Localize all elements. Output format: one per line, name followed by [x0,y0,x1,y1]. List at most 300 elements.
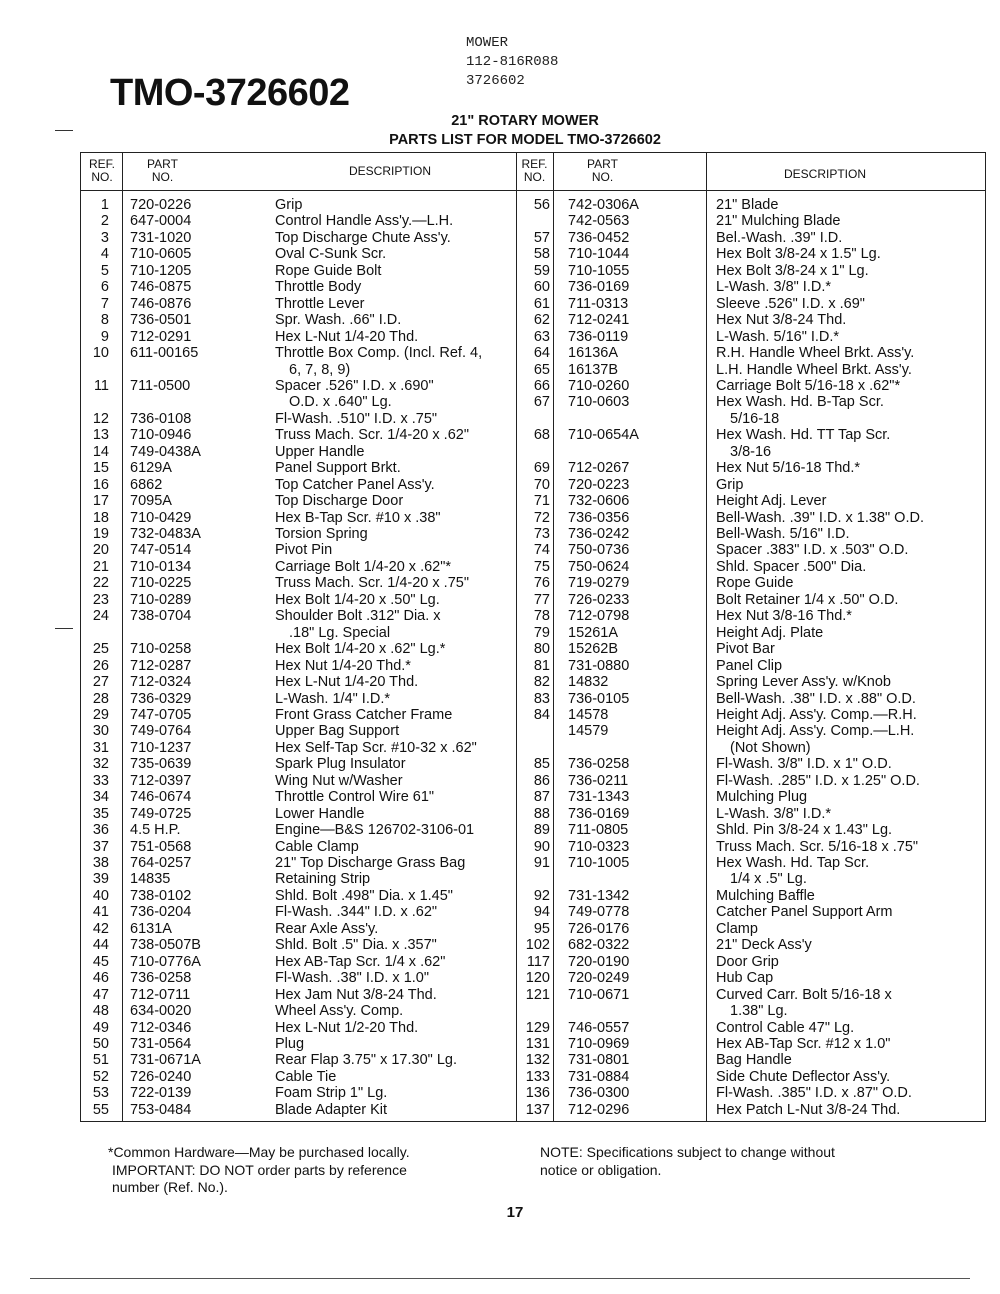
table-row [0,345,1000,362]
description-cell: Mulching Baffle [716,887,815,904]
part-number-cell: 710-0654A [568,427,639,444]
table-row [0,427,1000,444]
header-part-line: NO. [591,170,614,184]
description-cell: Rear Flap 3.75" x 17.30" Lg. [275,1052,457,1069]
description-cell: Hex Wash. Hd. Tap Scr. [716,855,870,871]
description-cell: Carriage Bolt 1/4-20 x .62"* [275,558,452,575]
part-number-cell: 712-0397 [130,772,192,789]
description-cell: Engine—B&S 126702-3106-01 [275,822,475,839]
description-cell: Hex Jam Nut 3/8-24 Thd. [275,986,437,1003]
part-number-cell: 736-0108 [130,410,192,427]
part-number-cell: 749-0438A [130,443,201,460]
ref-cell: 132 [525,1052,550,1069]
footer-notes [108,1144,410,1197]
part-number-cell: 15261A [568,624,618,641]
ref-cell: 8 [100,312,109,329]
ref-cell: 90 [533,838,550,855]
part-number-cell: 736-0105 [568,690,630,707]
ref-cell: 65 [533,361,550,378]
part-number-cell: 746-0876 [130,295,192,312]
table-row [0,954,1000,971]
description-cell: Hex Patch L-Nut 3/8-24 Thd. [716,1101,901,1118]
part-number-cell: 722-0139 [130,1085,192,1102]
margin-mark [55,130,73,131]
description-cell: Bell-Wash. 5/16" I.D. [716,526,850,542]
table-row [0,592,1000,609]
ref-cell: 51 [92,1052,109,1069]
part-number-cell: 736-0356 [568,509,630,526]
ref-cell: 16 [92,476,109,493]
header-part-line: NO. [151,170,174,184]
description-cell: Spacer .383" I.D. x .503" O.D. [716,542,909,559]
header-left-desc: DESCRIPTION [348,164,431,178]
ref-cell: 13 [92,427,109,444]
description-cell: Fl-Wash. .285" I.D. x 1.25" O.D. [716,772,920,789]
ref-cell: 74 [533,542,550,559]
part-number-cell: 710-0289 [130,591,192,608]
part-number-cell: 731-1343 [568,789,630,806]
ref-cell: 20 [92,542,109,559]
description-cell: 21" Deck Ass'y [716,937,812,954]
header-ref-line: NO. [523,170,546,184]
ref-cell: 91 [533,855,550,871]
table-row [0,987,1000,1004]
description-cell: Fl-Wash. .344" I.D. x .62" [275,904,438,921]
part-number-cell: 682-0322 [568,937,630,954]
stamp-line-2: 112-816R088 [466,54,559,70]
ref-cell: 49 [92,1019,109,1036]
part-number-cell: 712-0798 [568,608,630,625]
description-cell: (Not Shown) [730,739,811,756]
part-number-cell: 711-0313 [568,295,629,312]
ref-cell: 60 [533,279,550,296]
table-row [0,1102,1000,1119]
ref-cell: 89 [533,822,550,839]
ref-cell: 64 [533,345,550,362]
part-number-cell: 712-0267 [568,460,630,477]
description-cell: Throttle Body [275,279,362,296]
ref-cell: 129 [525,1019,550,1036]
ref-cell: 66 [533,377,550,394]
part-number-cell: 731-0880 [568,657,630,674]
description-cell: Front Grass Catcher Frame [275,706,453,723]
description-cell: Shoulder Bolt .312" Dia. x [275,608,441,625]
header-right-part [560,158,645,184]
description-cell: L-Wash. 3/8" I.D.* [716,279,832,296]
part-number-cell: 746-0557 [568,1019,630,1036]
ref-cell: 84 [533,706,550,723]
ref-cell: 52 [92,1068,109,1085]
table-row [0,625,1000,642]
ref-cell: 78 [533,608,550,625]
description-cell: Upper Handle [275,443,365,460]
description-cell: Throttle Box Comp. (Incl. Ref. 4, [275,345,483,362]
part-number-cell: 731-1342 [568,887,630,904]
part-number-cell: 731-0671A [130,1052,201,1069]
footer-note-line: *Common Hardware—May be purchased locally. [108,1144,410,1160]
part-number-cell: 749-0764 [130,723,192,740]
part-number-cell: 747-0514 [130,542,192,559]
stamp-line-1: MOWER [466,35,509,51]
ref-cell: 47 [92,986,109,1003]
description-cell: Shld. Spacer .500" Dia. [716,558,867,575]
part-number-cell: 746-0875 [130,279,192,296]
part-number-cell: 726-0233 [568,591,630,608]
table-row [0,658,1000,675]
ref-cell: 82 [533,674,550,691]
description-cell: Spr. Wash. .66" I.D. [275,312,402,329]
description-cell: Mulching Plug [716,789,808,806]
description-cell: Control Handle Ass'y.—L.H. [275,213,454,230]
table-row [0,1003,1000,1020]
table-row [0,921,1000,938]
description-cell: Hex AB-Tap Scr. #12 x 1.0" [716,1035,891,1052]
footer-note-specs [540,1144,835,1179]
table-row [0,411,1000,428]
part-number-cell: 15262B [568,641,618,658]
part-number-cell: 736-0169 [568,279,630,296]
ref-cell: 76 [533,575,550,592]
description-cell: R.H. Handle Wheel Brkt. Ass'y. [716,345,915,362]
part-number-cell: 710-0969 [568,1035,630,1052]
description-cell: Bell-Wash. .38" I.D. x .88" O.D. [716,690,916,707]
part-number-cell: 14835 [130,871,171,888]
ref-cell: 28 [92,690,109,707]
table-row [0,937,1000,954]
ref-cell: 2 [100,213,109,230]
part-number-cell: 710-1205 [130,262,192,279]
table-row [0,444,1000,461]
description-cell: Hex Nut 3/8-16 Thd.* [716,608,852,625]
part-number-cell: 736-0211 [568,772,629,789]
description-cell: Fl-Wash. .510" I.D. x .75" [275,410,438,427]
description-cell: Control Cable 47" Lg. [716,1019,855,1036]
part-number-cell: 712-0324 [130,674,192,691]
description-cell: Pivot Bar [716,641,775,658]
header-ref-line: NO. [91,170,113,184]
description-cell: Truss Mach. Scr. 5/16-18 x .75" [716,838,919,855]
description-cell: Fl-Wash. 3/8" I.D. x 1" O.D. [716,756,892,773]
ref-cell: 63 [533,328,550,345]
table-row [0,279,1000,296]
description-cell: Bag Handle [716,1052,792,1069]
part-number-cell: 634-0020 [130,1003,192,1020]
ref-cell: 67 [533,394,550,411]
description-cell: L-Wash. 5/16" I.D.* [716,328,840,345]
description-cell: Shld. Bolt .5" Dia. x .357" [275,937,437,954]
part-number-cell: 6862 [130,476,163,493]
description-cell: Door Grip [716,953,779,970]
ref-cell: 137 [525,1101,550,1118]
description-cell: Retaining Strip [275,871,371,888]
description-cell: Hex Bolt 1/4-20 x .50" Lg. [275,591,440,608]
table-row [0,213,1000,230]
ref-cell: 53 [92,1085,109,1102]
ref-cell: 30 [92,723,109,740]
table-row [0,493,1000,510]
ref-cell: 85 [533,756,550,773]
description-cell: 1/4 x .5" Lg. [730,871,807,888]
ref-cell: 72 [533,509,550,526]
description-cell: Bel.-Wash. .39" I.D. [716,229,843,246]
description-cell: O.D. x .640" Lg. [289,394,392,411]
description-cell: Top Discharge Chute Ass'y. [275,229,451,246]
part-number-cell: 736-0452 [568,229,630,246]
part-number-cell: 710-0605 [130,246,192,263]
ref-cell: 32 [92,756,109,773]
part-number-cell: 719-0279 [568,575,630,592]
page-title [360,112,690,150]
ref-cell: 80 [533,641,550,658]
description-cell: Catcher Panel Support Arm [716,904,893,921]
header-part-line: PART [587,157,618,171]
ref-cell: 46 [92,970,109,987]
page-edge-line [30,1278,970,1279]
ref-cell: 87 [533,789,550,806]
ref-cell: 26 [92,657,109,674]
part-number-cell: 749-0778 [568,904,630,921]
part-number-cell: 712-0291 [130,328,192,345]
ref-cell: 94 [533,904,550,921]
ref-cell: 42 [92,920,109,937]
ref-cell: 92 [533,887,550,904]
footer-note-line: notice or obligation. [540,1161,662,1178]
table-row [0,822,1000,839]
ref-cell: 69 [533,460,550,477]
ref-cell: 25 [92,641,109,658]
ref-cell: 9 [100,328,109,345]
ref-cell: 58 [533,246,550,263]
ref-cell: 75 [533,558,550,575]
part-number-cell: 710-0260 [568,377,630,394]
part-number-cell: 710-0429 [130,509,192,526]
ref-cell: 68 [533,427,550,444]
part-number-cell: 736-0258 [568,756,630,773]
ref-cell: 55 [92,1101,109,1118]
ref-cell: 38 [92,855,109,871]
part-number-cell: 710-1055 [568,262,630,279]
part-number-cell: 731-0564 [130,1035,192,1052]
ref-cell: 10 [92,345,109,362]
description-cell: 3/8-16 [730,443,772,460]
description-cell: Hex Wash. Hd. B-Tap Scr. [716,394,884,411]
description-cell: Hex Nut 1/4-20 Thd.* [275,657,411,674]
part-number-cell: 710-1005 [568,855,630,871]
description-cell: Bolt Retainer 1/4 x .50" O.D. [716,591,899,608]
ref-cell: 86 [533,772,550,789]
table-row [0,871,1000,888]
ref-cell: 34 [92,789,109,806]
part-number-cell: 750-0736 [568,542,630,559]
part-number-cell: 749-0725 [130,805,192,822]
table-row [0,312,1000,329]
ref-cell: 23 [92,591,109,608]
part-number-cell: 726-0240 [130,1068,192,1085]
table-row [0,707,1000,724]
table-row [0,970,1000,987]
table-row [0,723,1000,740]
ref-cell: 40 [92,887,109,904]
description-cell: Bell-Wash. .39" I.D. x 1.38" O.D. [716,509,924,526]
part-number-cell: 735-0639 [130,756,192,773]
ref-cell: 33 [92,772,109,789]
ref-cell: 120 [525,970,550,987]
part-number-cell: 753-0484 [130,1101,192,1118]
description-cell: Side Chute Deflector Ass'y. [716,1068,891,1085]
part-number-cell: 14579 [568,723,609,740]
part-number-cell: 732-0483A [130,526,201,542]
ref-cell: 50 [92,1035,109,1052]
description-cell: 21" Mulching Blade [716,213,841,230]
table-row [0,806,1000,823]
model-heading: TMO-3726602 [110,72,350,114]
footer-note-line: NOTE: Specifications subject to change without [540,1144,835,1160]
ref-cell: 71 [533,493,550,510]
table-row [0,691,1000,708]
description-cell: L-Wash. 3/8" I.D.* [716,805,832,822]
ref-cell: 59 [533,262,550,279]
part-number-cell: 6131A [130,920,172,937]
part-number-cell: 736-0258 [130,970,192,987]
part-number-cell: 726-0176 [568,920,630,937]
part-number-cell: 710-0603 [568,394,630,411]
description-cell: Spring Lever Ass'y. w/Knob [716,674,891,691]
part-number-cell: 710-0776A [130,953,201,970]
part-number-cell: 731-0801 [568,1052,630,1069]
part-number-cell: 720-0249 [568,970,630,987]
table-row [0,855,1000,872]
table-row [0,263,1000,280]
description-cell: Pivot Pin [275,542,333,559]
description-cell: Hex Wash. Hd. TT Tap Scr. [716,427,891,444]
part-number-cell: 611-00165 [130,345,199,362]
header-right-desc: DESCRIPTION [783,167,866,181]
header-right-ref [516,158,553,184]
part-number-cell: 14578 [568,706,609,723]
table-row [0,329,1000,346]
description-cell: Cable Tie [275,1068,337,1085]
part-number-cell: 710-0671 [568,986,630,1003]
ref-cell: 56 [533,197,550,213]
table-row [0,394,1000,411]
ref-cell: 14 [92,443,109,460]
table-row [0,789,1000,806]
part-number-cell: 720-0190 [568,953,630,970]
table-row [0,904,1000,921]
ref-cell: 19 [92,526,109,542]
table-row [0,839,1000,856]
ref-cell: 1 [100,197,109,213]
ref-cell: 11 [93,377,109,394]
header-left-part [125,158,200,184]
ref-cell: 57 [533,229,550,246]
part-number-cell: 710-0946 [130,427,192,444]
description-cell: 6, 7, 8, 9) [289,361,351,378]
part-number-cell: 738-0102 [130,887,192,904]
description-cell: Hex L-Nut 1/4-20 Thd. [275,328,419,345]
ref-cell: 79 [533,624,550,641]
description-cell: Wing Nut w/Washer [275,772,403,789]
description-cell: Hex Bolt 1/4-20 x .62" Lg.* [275,641,446,658]
description-cell: 21" Blade [716,197,779,213]
table-row [0,230,1000,247]
part-number-cell: 710-1044 [568,246,630,263]
ref-cell: 3 [100,229,109,246]
ref-cell: 24 [92,608,109,625]
part-number-cell: 736-0329 [130,690,192,707]
ref-cell: 117 [526,953,550,970]
description-cell: Height Adj. Lever [716,493,827,510]
description-cell: Grip [275,197,303,213]
ref-cell: 121 [525,986,550,1003]
ref-cell: 27 [92,674,109,691]
description-cell: Rope Guide [716,575,794,592]
table-row [0,559,1000,576]
part-number-cell: 742-0563 [568,213,630,230]
part-number-cell: 764-0257 [130,855,192,871]
description-cell: Shld. Pin 3/8-24 x 1.43" Lg. [716,822,893,839]
ref-cell: 17 [92,493,109,510]
table-row [0,296,1000,313]
description-cell: Throttle Control Wire 61" [275,789,435,806]
description-cell: Hex Nut 5/16-18 Thd.* [716,460,861,477]
ref-cell: 44 [92,937,109,954]
ref-cell: 70 [533,476,550,493]
ref-cell: 77 [533,591,550,608]
ref-cell: 102 [525,937,550,954]
part-number-cell: 4.5 H.P. [130,822,181,839]
description-cell: Torsion Spring [275,526,368,542]
ref-cell: 22 [92,575,109,592]
description-cell: Hex Bolt 3/8-24 x 1.5" Lg. [716,246,881,263]
table-row [0,542,1000,559]
part-number-cell: 736-0501 [130,312,192,329]
title-line-2: PARTS LIST FOR MODEL TMO-3726602 [389,132,661,148]
description-cell: Rope Guide Bolt [275,262,382,279]
table-row [0,477,1000,494]
ref-cell: 73 [533,526,550,542]
table-row [0,773,1000,790]
part-number-cell: 732-0606 [568,493,630,510]
part-number-cell: 647-0004 [130,213,192,230]
description-cell: Truss Mach. Scr. 1/4-20 x .75" [275,575,469,592]
part-number-cell: 746-0674 [130,789,192,806]
header-part-line: PART [147,157,178,171]
description-cell: L-Wash. 1/4" I.D.* [275,690,391,707]
description-cell: Throttle Lever [275,295,365,312]
ref-cell: 88 [533,805,550,822]
part-number-cell: 710-1237 [130,739,192,756]
description-cell: Hub Cap [716,970,774,987]
table-row [0,608,1000,625]
part-number-cell: 736-0242 [568,526,630,542]
part-number-cell: 742-0306A [568,197,639,213]
description-cell: Wheel Ass'y. Comp. [275,1003,404,1020]
table-row [0,362,1000,379]
part-number-cell: 6129A [130,460,172,477]
ref-cell: 35 [92,805,109,822]
description-cell: 21" Top Discharge Grass Bag [275,855,466,871]
ref-cell: 136 [525,1085,550,1102]
description-cell: Top Discharge Door [275,493,404,510]
part-number-cell: 710-0134 [130,558,192,575]
description-cell: Blade Adapter Kit [275,1101,388,1118]
description-cell: Height Adj. Plate [716,624,824,641]
description-cell: Hex AB-Tap Scr. 1/4 x .62" [275,953,446,970]
description-cell: Top Catcher Panel Ass'y. [275,476,435,493]
table-row [0,1069,1000,1086]
ref-cell: 36 [92,822,109,839]
